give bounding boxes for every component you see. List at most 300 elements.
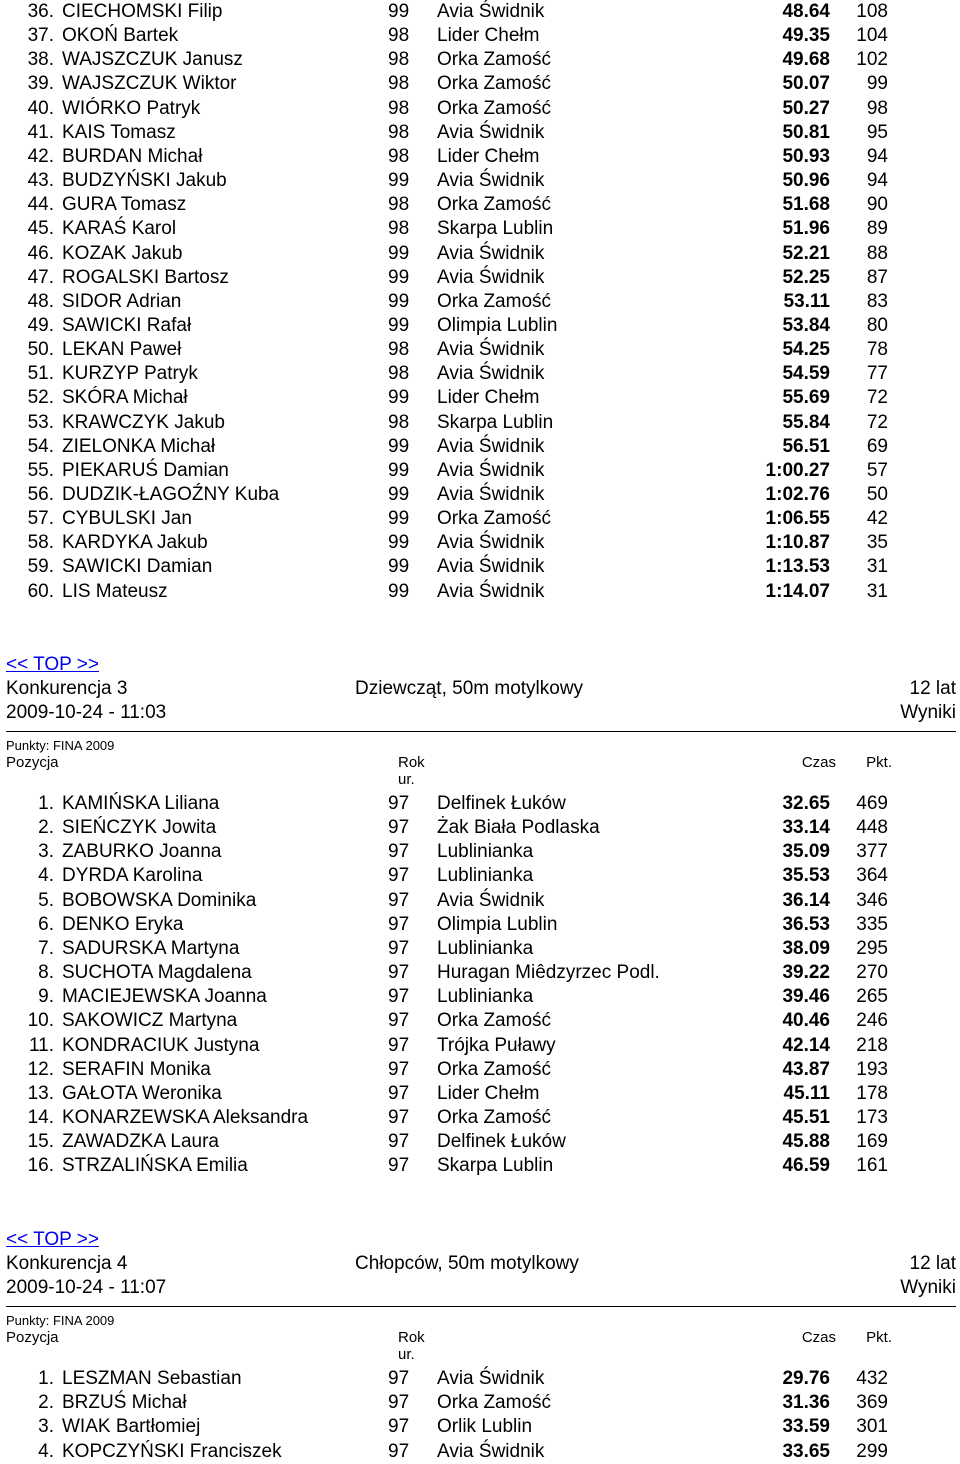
table-row (0, 792, 960, 816)
fina-points: 469 (856, 793, 888, 814)
club-name: Avia Świdnik (437, 363, 545, 385)
birth-year: 99 (388, 556, 410, 578)
scoring-system: Punkty: FINA 2009 (6, 738, 115, 753)
club-name: Lider Chełm (437, 387, 540, 409)
table-row (0, 411, 960, 435)
rank: 2. (38, 1392, 54, 1414)
fina-points: 78 (866, 339, 888, 361)
result-time: 33.14 (782, 817, 830, 839)
rank: 8. (38, 962, 54, 984)
fina-points: 364 (856, 865, 888, 887)
swimmer-name: CIECHOMSKI Filip (62, 1, 223, 22)
table-row (0, 48, 960, 72)
fina-points: 102 (856, 49, 888, 71)
swimmer-name: ROGALSKI Bartosz (62, 266, 229, 288)
club-name: Orka Zamość (437, 508, 552, 530)
divider (6, 1306, 956, 1307)
table-row (0, 1058, 960, 1082)
rank: 37. (27, 25, 54, 47)
fina-points: 50 (866, 484, 888, 505)
fina-points: 87 (866, 266, 888, 288)
fina-points: 94 (866, 145, 888, 167)
swimmer-name: KOZAK Jakub (62, 242, 183, 264)
swimmer-name: KAIS Tomasz (62, 121, 176, 143)
rank: 1. (38, 793, 54, 814)
birth-year: 97 (388, 1416, 410, 1438)
fina-points: 77 (866, 363, 888, 385)
rank: 38. (27, 49, 54, 71)
birth-year: 98 (388, 218, 410, 240)
fina-points: 99 (866, 73, 888, 95)
table-row (0, 362, 960, 386)
result-time: 35.53 (782, 865, 830, 887)
result-time: 55.69 (782, 387, 830, 409)
club-name: Żak Biała Podlaska (437, 817, 600, 839)
result-time: 54.59 (782, 363, 830, 385)
rank: 42. (27, 145, 54, 167)
fina-points: 377 (856, 841, 888, 863)
birth-year: 99 (388, 314, 410, 336)
header-year-sub: ur. (398, 1346, 415, 1363)
result-time: 35.09 (782, 841, 830, 863)
club-name: Avia Świdnik (437, 339, 545, 361)
fina-points: 335 (856, 913, 888, 935)
club-name: Lublinianka (437, 841, 534, 863)
table-row (0, 193, 960, 217)
fina-points: 80 (866, 314, 888, 336)
event-title: Chłopców, 50m motylkowy (355, 1253, 579, 1274)
fina-points: 301 (856, 1416, 888, 1438)
event-datetime: 2009-10-24 - 11:03 (6, 702, 167, 723)
swimmer-name: SAKOWICZ Martyna (62, 1010, 238, 1032)
club-name: Lider Chełm (437, 1082, 540, 1104)
birth-year: 97 (388, 1368, 410, 1389)
result-time: 38.09 (782, 937, 830, 959)
swimmer-name: DENKO Eryka (62, 913, 184, 935)
swimmer-name: LESZMAN Sebastian (62, 1368, 242, 1389)
rank: 16. (27, 1155, 54, 1177)
table-row (0, 435, 960, 459)
club-name: Skarpa Lublin (437, 218, 554, 240)
header-time: Czas (801, 1329, 836, 1346)
swimmer-name: ZIELONKA Michał (62, 435, 216, 457)
swimmer-name: DYRDA Karolina (62, 865, 203, 887)
event-subheader (0, 701, 960, 725)
swimmer-name: SIEŃCZYK Jowita (62, 817, 217, 839)
swimmer-name: KRAWCZYK Jakub (62, 411, 225, 433)
club-name: Avia Świdnik (437, 170, 545, 192)
rank: 12. (27, 1058, 54, 1080)
rank: 4. (38, 865, 54, 887)
result-time: 50.93 (782, 145, 830, 167)
rank: 36. (27, 1, 54, 22)
club-name: Avia Świdnik (437, 484, 545, 505)
result-time: 53.11 (783, 290, 830, 312)
swimmer-name: SAWICKI Damian (62, 556, 213, 578)
fina-points: 35 (866, 532, 888, 554)
rank: 3. (38, 1416, 54, 1438)
birth-year: 97 (388, 1392, 410, 1414)
fina-points: 98 (866, 97, 888, 119)
table-row (0, 1130, 960, 1154)
birth-year: 98 (388, 25, 410, 47)
fina-points: 83 (866, 290, 888, 312)
club-name: Lider Chełm (437, 25, 540, 47)
birth-year: 98 (388, 97, 410, 119)
rank: 14. (27, 1106, 54, 1128)
birth-year: 99 (388, 290, 410, 312)
rank: 52. (27, 387, 54, 409)
header-year: Rok (398, 1329, 425, 1346)
club-name: Skarpa Lublin (437, 411, 554, 433)
birth-year: 99 (388, 580, 410, 602)
rank: 5. (38, 889, 54, 911)
swimmer-name: STRZALIŃSKA Emilia (62, 1155, 248, 1177)
swimmer-name: GAŁOTA Weronika (62, 1082, 222, 1104)
club-name: Avia Świdnik (437, 121, 545, 143)
table-row (0, 1440, 960, 1464)
event-subheader (0, 1276, 960, 1300)
table-row (0, 386, 960, 410)
table-row (0, 1034, 960, 1058)
result-time: 1:06.55 (765, 508, 830, 530)
swimmer-name: DUDZIK-ŁAGOŹNY Kuba (62, 484, 280, 505)
birth-year: 97 (388, 889, 410, 911)
header-position: Pozycja (6, 754, 59, 771)
header-time: Czas (801, 754, 836, 771)
result-time: 39.46 (782, 986, 830, 1008)
result-time: 53.84 (782, 314, 830, 336)
club-name: Trójka Puławy (437, 1034, 556, 1056)
swimmer-name: BURDAN Michał (62, 145, 203, 167)
table-row (0, 580, 960, 604)
swimmer-name: SUCHOTA Magdalena (62, 962, 252, 984)
club-name: Delfinek Łuków (437, 793, 566, 814)
result-time: 45.88 (782, 1131, 830, 1153)
birth-year: 99 (388, 1, 410, 22)
rank: 57. (27, 508, 54, 530)
rank: 55. (27, 459, 54, 481)
rank: 56. (27, 484, 54, 505)
club-name: Orka Zamość (437, 1392, 552, 1414)
rank: 53. (27, 411, 54, 433)
swimmer-name: BOBOWSKA Dominika (62, 889, 257, 911)
swimmer-name: LEKAN Paweł (62, 339, 182, 361)
rank: 15. (27, 1131, 54, 1153)
event-datetime: 2009-10-24 - 11:07 (6, 1277, 167, 1298)
swimmer-name: KURZYP Patryk (62, 363, 198, 385)
result-time: 50.27 (782, 97, 830, 119)
table-row (0, 290, 960, 314)
table-row (0, 242, 960, 266)
rank: 58. (27, 532, 54, 554)
result-time: 1:13.53 (765, 556, 830, 578)
club-name: Avia Świdnik (437, 266, 545, 288)
table-row (0, 169, 960, 193)
swimmer-name: SERAFIN Monika (62, 1058, 211, 1080)
club-name: Avia Świdnik (437, 1440, 545, 1462)
table-row (0, 1154, 960, 1178)
birth-year: 97 (388, 865, 410, 887)
fina-points: 448 (856, 817, 888, 839)
birth-year: 99 (388, 170, 410, 192)
fina-points: 89 (866, 218, 888, 240)
result-time: 33.59 (782, 1416, 830, 1438)
fina-points: 193 (856, 1058, 888, 1080)
birth-year: 99 (388, 387, 410, 409)
club-name: Lublinianka (437, 865, 534, 887)
birth-year: 97 (388, 1440, 410, 1462)
table-row (0, 0, 960, 24)
result-time: 42.14 (782, 1034, 830, 1056)
result-time: 46.59 (782, 1155, 830, 1177)
result-time: 29.76 (782, 1368, 830, 1389)
club-name: Delfinek Łuków (437, 1131, 566, 1153)
club-name: Orka Zamość (437, 1058, 552, 1080)
club-name: Avia Świdnik (437, 242, 545, 264)
fina-points: 90 (866, 194, 888, 216)
event-number: Konkurencja 4 (6, 1253, 128, 1274)
result-time: 1:10.87 (765, 532, 830, 554)
header-points: Pkt. (866, 1329, 892, 1346)
fina-points: 72 (866, 411, 888, 433)
club-name: Avia Świdnik (437, 1368, 545, 1389)
club-name: Olimpia Lublin (437, 913, 558, 935)
result-time: 1:14.07 (765, 580, 830, 602)
fina-points: 295 (856, 937, 888, 959)
birth-year: 99 (388, 508, 410, 530)
swimmer-name: KARDYKA Jakub (62, 532, 208, 554)
event-age-group: 12 lat (909, 1253, 956, 1274)
swimmer-name: LIS Mateusz (62, 580, 168, 602)
birth-year: 98 (388, 49, 410, 71)
result-time: 50.07 (782, 73, 830, 95)
birth-year: 98 (388, 411, 410, 433)
header-year-sub: ur. (398, 771, 415, 788)
swimmer-name: SIDOR Adrian (62, 290, 182, 312)
rank: 4. (38, 1440, 54, 1462)
swimmer-name: BRZUŚ Michał (62, 1392, 187, 1414)
rank: 51. (27, 363, 54, 385)
result-time: 50.81 (782, 121, 830, 143)
swimmer-name: KAMIŃSKA Liliana (62, 793, 220, 814)
table-row (0, 555, 960, 579)
club-name: Lublinianka (437, 986, 534, 1008)
event-title: Dziewcząt, 50m motylkowy (355, 678, 584, 699)
rank: 3. (38, 841, 54, 863)
birth-year: 99 (388, 484, 410, 505)
result-time: 56.51 (782, 435, 830, 457)
fina-points: 31 (866, 556, 888, 578)
table-row (0, 121, 960, 145)
table-row (0, 913, 960, 937)
result-time: 50.96 (782, 170, 830, 192)
birth-year: 99 (388, 435, 410, 457)
birth-year: 97 (388, 1155, 410, 1177)
rank: 49. (27, 314, 54, 336)
swimmer-name: SKÓRA Michał (62, 387, 188, 409)
birth-year: 99 (388, 459, 410, 481)
rank: 60. (27, 580, 54, 602)
swimmer-name: KONARZEWSKA Aleksandra (62, 1106, 309, 1128)
swimmer-name: OKOŃ Bartek (62, 25, 179, 47)
table-row (0, 1391, 960, 1415)
rank: 10. (27, 1010, 54, 1032)
table-row (0, 1106, 960, 1130)
rank: 59. (27, 556, 54, 578)
result-time: 45.11 (783, 1082, 830, 1104)
rank: 50. (27, 339, 54, 361)
fina-points: 69 (866, 435, 888, 457)
club-name: Orka Zamość (437, 97, 552, 119)
event-age-group: 12 lat (909, 678, 956, 699)
rank: 2. (38, 817, 54, 839)
swimmer-name: ZABURKO Joanna (62, 841, 222, 863)
birth-year: 98 (388, 121, 410, 143)
fina-points: 270 (856, 962, 888, 984)
club-name: Avia Świdnik (437, 556, 545, 578)
swimmer-name: WAJSZCZUK Janusz (62, 49, 243, 71)
club-name: Orka Zamość (437, 49, 552, 71)
club-name: Skarpa Lublin (437, 1155, 554, 1177)
rank: 41. (27, 121, 54, 143)
rank: 45. (27, 218, 54, 240)
result-time: 40.46 (782, 1010, 830, 1032)
swimmer-name: KARAŚ Karol (62, 218, 177, 240)
rank: 46. (27, 242, 54, 264)
table-row (0, 459, 960, 483)
swimmer-name: WIÓRKO Patryk (62, 97, 201, 119)
result-time: 45.51 (782, 1106, 830, 1128)
birth-year: 97 (388, 986, 410, 1008)
fina-points: 31 (866, 580, 888, 602)
birth-year: 97 (388, 937, 410, 959)
club-name: Olimpia Lublin (437, 314, 558, 336)
swimmer-name: KOPCZYŃSKI Franciszek (62, 1440, 282, 1462)
table-row (0, 1082, 960, 1106)
header-points: Pkt. (866, 754, 892, 771)
result-time: 43.87 (782, 1058, 830, 1080)
result-time: 48.64 (782, 1, 830, 22)
fina-points: 104 (856, 25, 888, 47)
rank: 11. (28, 1034, 54, 1056)
rank: 1. (38, 1368, 54, 1389)
fina-points: 178 (856, 1082, 888, 1104)
birth-year: 98 (388, 194, 410, 216)
table-row (0, 97, 960, 121)
back-to-top-link[interactable]: << TOP >> (6, 1229, 99, 1250)
table-row (0, 816, 960, 840)
fina-points: 173 (856, 1106, 888, 1128)
birth-year: 97 (388, 817, 410, 839)
fina-points: 346 (856, 889, 888, 911)
table-row (0, 145, 960, 169)
event-header (0, 1252, 960, 1276)
result-time: 1:02.76 (765, 484, 830, 505)
fina-points: 246 (856, 1010, 888, 1032)
swimmer-name: BUDZYŃSKI Jakub (62, 170, 227, 192)
event-header (0, 677, 960, 701)
birth-year: 99 (388, 242, 410, 264)
fina-points: 94 (866, 170, 888, 192)
table-row (0, 314, 960, 338)
club-name: Huragan Miêdzyrzec Podl. (437, 962, 660, 984)
divider (6, 731, 956, 732)
club-name: Avia Świdnik (437, 435, 545, 457)
birth-year: 98 (388, 339, 410, 361)
rank: 54. (27, 435, 54, 457)
table-header (0, 753, 960, 773)
club-name: Orka Zamość (437, 1106, 552, 1128)
fina-points: 42 (866, 508, 888, 530)
table-row (0, 937, 960, 961)
club-name: Lublinianka (437, 937, 534, 959)
fina-points: 108 (856, 1, 888, 22)
rank: 13. (27, 1082, 54, 1104)
fina-points: 95 (866, 121, 888, 143)
table-row (0, 1009, 960, 1033)
rank: 9. (38, 986, 54, 1008)
birth-year: 97 (388, 1106, 410, 1128)
birth-year: 99 (388, 266, 410, 288)
fina-points: 369 (856, 1392, 888, 1414)
table-row (0, 217, 960, 241)
event-number: Konkurencja 3 (6, 678, 128, 699)
fina-points: 88 (866, 242, 888, 264)
swimmer-name: ZAWADZKA Laura (62, 1131, 219, 1153)
club-name: Orlik Lublin (437, 1416, 533, 1438)
swimmer-name: SADURSKA Martyna (62, 937, 240, 959)
rank: 47. (27, 266, 54, 288)
birth-year: 97 (388, 962, 410, 984)
club-name: Avia Świdnik (437, 580, 545, 602)
swimmer-name: SAWICKI Rafał (62, 314, 192, 336)
swimmer-name: PIEKARUŚ Damian (62, 459, 229, 481)
club-name: Avia Świdnik (437, 889, 545, 911)
table-row (0, 24, 960, 48)
back-to-top-link[interactable]: << TOP >> (6, 654, 99, 675)
rank: 39. (27, 73, 54, 95)
result-time: 36.14 (782, 889, 830, 911)
birth-year: 97 (388, 1082, 410, 1104)
table-row (0, 985, 960, 1009)
club-name: Orka Zamość (437, 73, 552, 95)
result-time: 31.36 (782, 1392, 830, 1414)
fina-points: 299 (856, 1440, 888, 1462)
rank: 6. (38, 913, 54, 935)
birth-year: 98 (388, 145, 410, 167)
results-label: Wyniki (900, 1277, 956, 1298)
swimmer-name: WIAK Bartłomiej (62, 1416, 201, 1438)
birth-year: 97 (388, 1034, 410, 1056)
table-row (0, 889, 960, 913)
result-time: 32.65 (782, 793, 830, 814)
result-time: 55.84 (782, 411, 830, 433)
result-time: 51.96 (782, 218, 830, 240)
swimmer-name: CYBULSKI Jan (62, 508, 192, 530)
rank: 48. (27, 290, 54, 312)
result-time: 49.68 (782, 49, 830, 71)
club-name: Orka Zamość (437, 290, 552, 312)
result-time: 49.35 (782, 25, 830, 47)
fina-points: 218 (856, 1034, 888, 1056)
table-row (0, 961, 960, 985)
fina-points: 161 (856, 1155, 888, 1177)
table-row (0, 864, 960, 888)
birth-year: 98 (388, 363, 410, 385)
rank: 40. (27, 97, 54, 119)
swimmer-name: GURA Tomasz (62, 194, 187, 216)
